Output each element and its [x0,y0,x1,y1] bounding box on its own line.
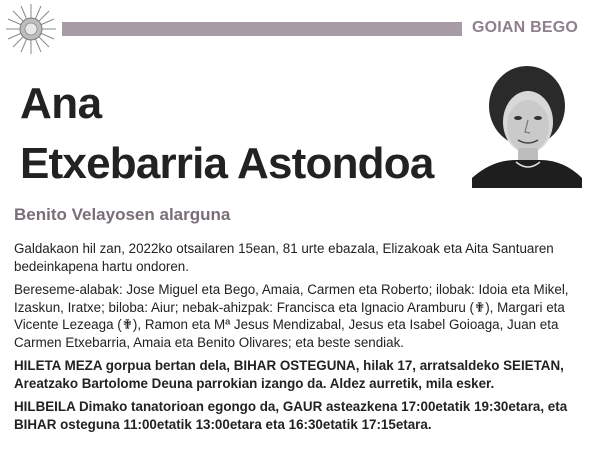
widow-of-subtitle: Benito Velayosen alarguna [14,205,231,224]
eguzkilore-emblem-icon [4,2,58,56]
deceased-surnames: Etxebarria Astondoa [20,139,434,188]
deceased-first-name: Ana [20,79,102,128]
funeral-mass-paragraph: HILETA MEZA gorpua bertan dela, BIHAR OSTEGUNA, hilak 17, arratsaldeko SEIETAN, Areatzako Bartolome Deuna parrokian izango da. Aldez aurretik, mila esker. [14,358,564,391]
obituary-body [14,240,586,439]
wake-paragraph: HILBEILA Dimako tanatorioan egongo da, GAUR asteazkena 17:00etatik 19:30etara, eta BIHAR osteguna 11:00etatik 13:00etara eta 16:30etatik 17:15etara. [14,399,568,432]
relatives-paragraph: Bereseme-alabak: Jose Miguel eta Bego, Amaia, Carmen eta Roberto; ilobak: Idoia eta Mikel, Izaskun, Iratxe; biloba: Aiur; nebak-ahizpak: Francisca eta Ignacio Aramburu (✟), Margari eta Vicente Lezeaga (✟), Ramon eta Mª Jesus Mendizabal, Jesus eta Isabel Goioaga, Juan eta Carmen Etxebarria, Amaia eta Benito Olivares; eta beste sendiak. [14,282,569,350]
location-label: GOIAN BEGO [471,19,578,36]
death-notice-paragraph: Galdakaon hil zan, 2022ko otsailaren 15ean, 81 urte ebazala, Elizakoak eta Aita Santuaren bedeinkapena hartu ondoren. [14,241,554,274]
portrait-photo [472,60,582,188]
header-bar [62,22,462,36]
